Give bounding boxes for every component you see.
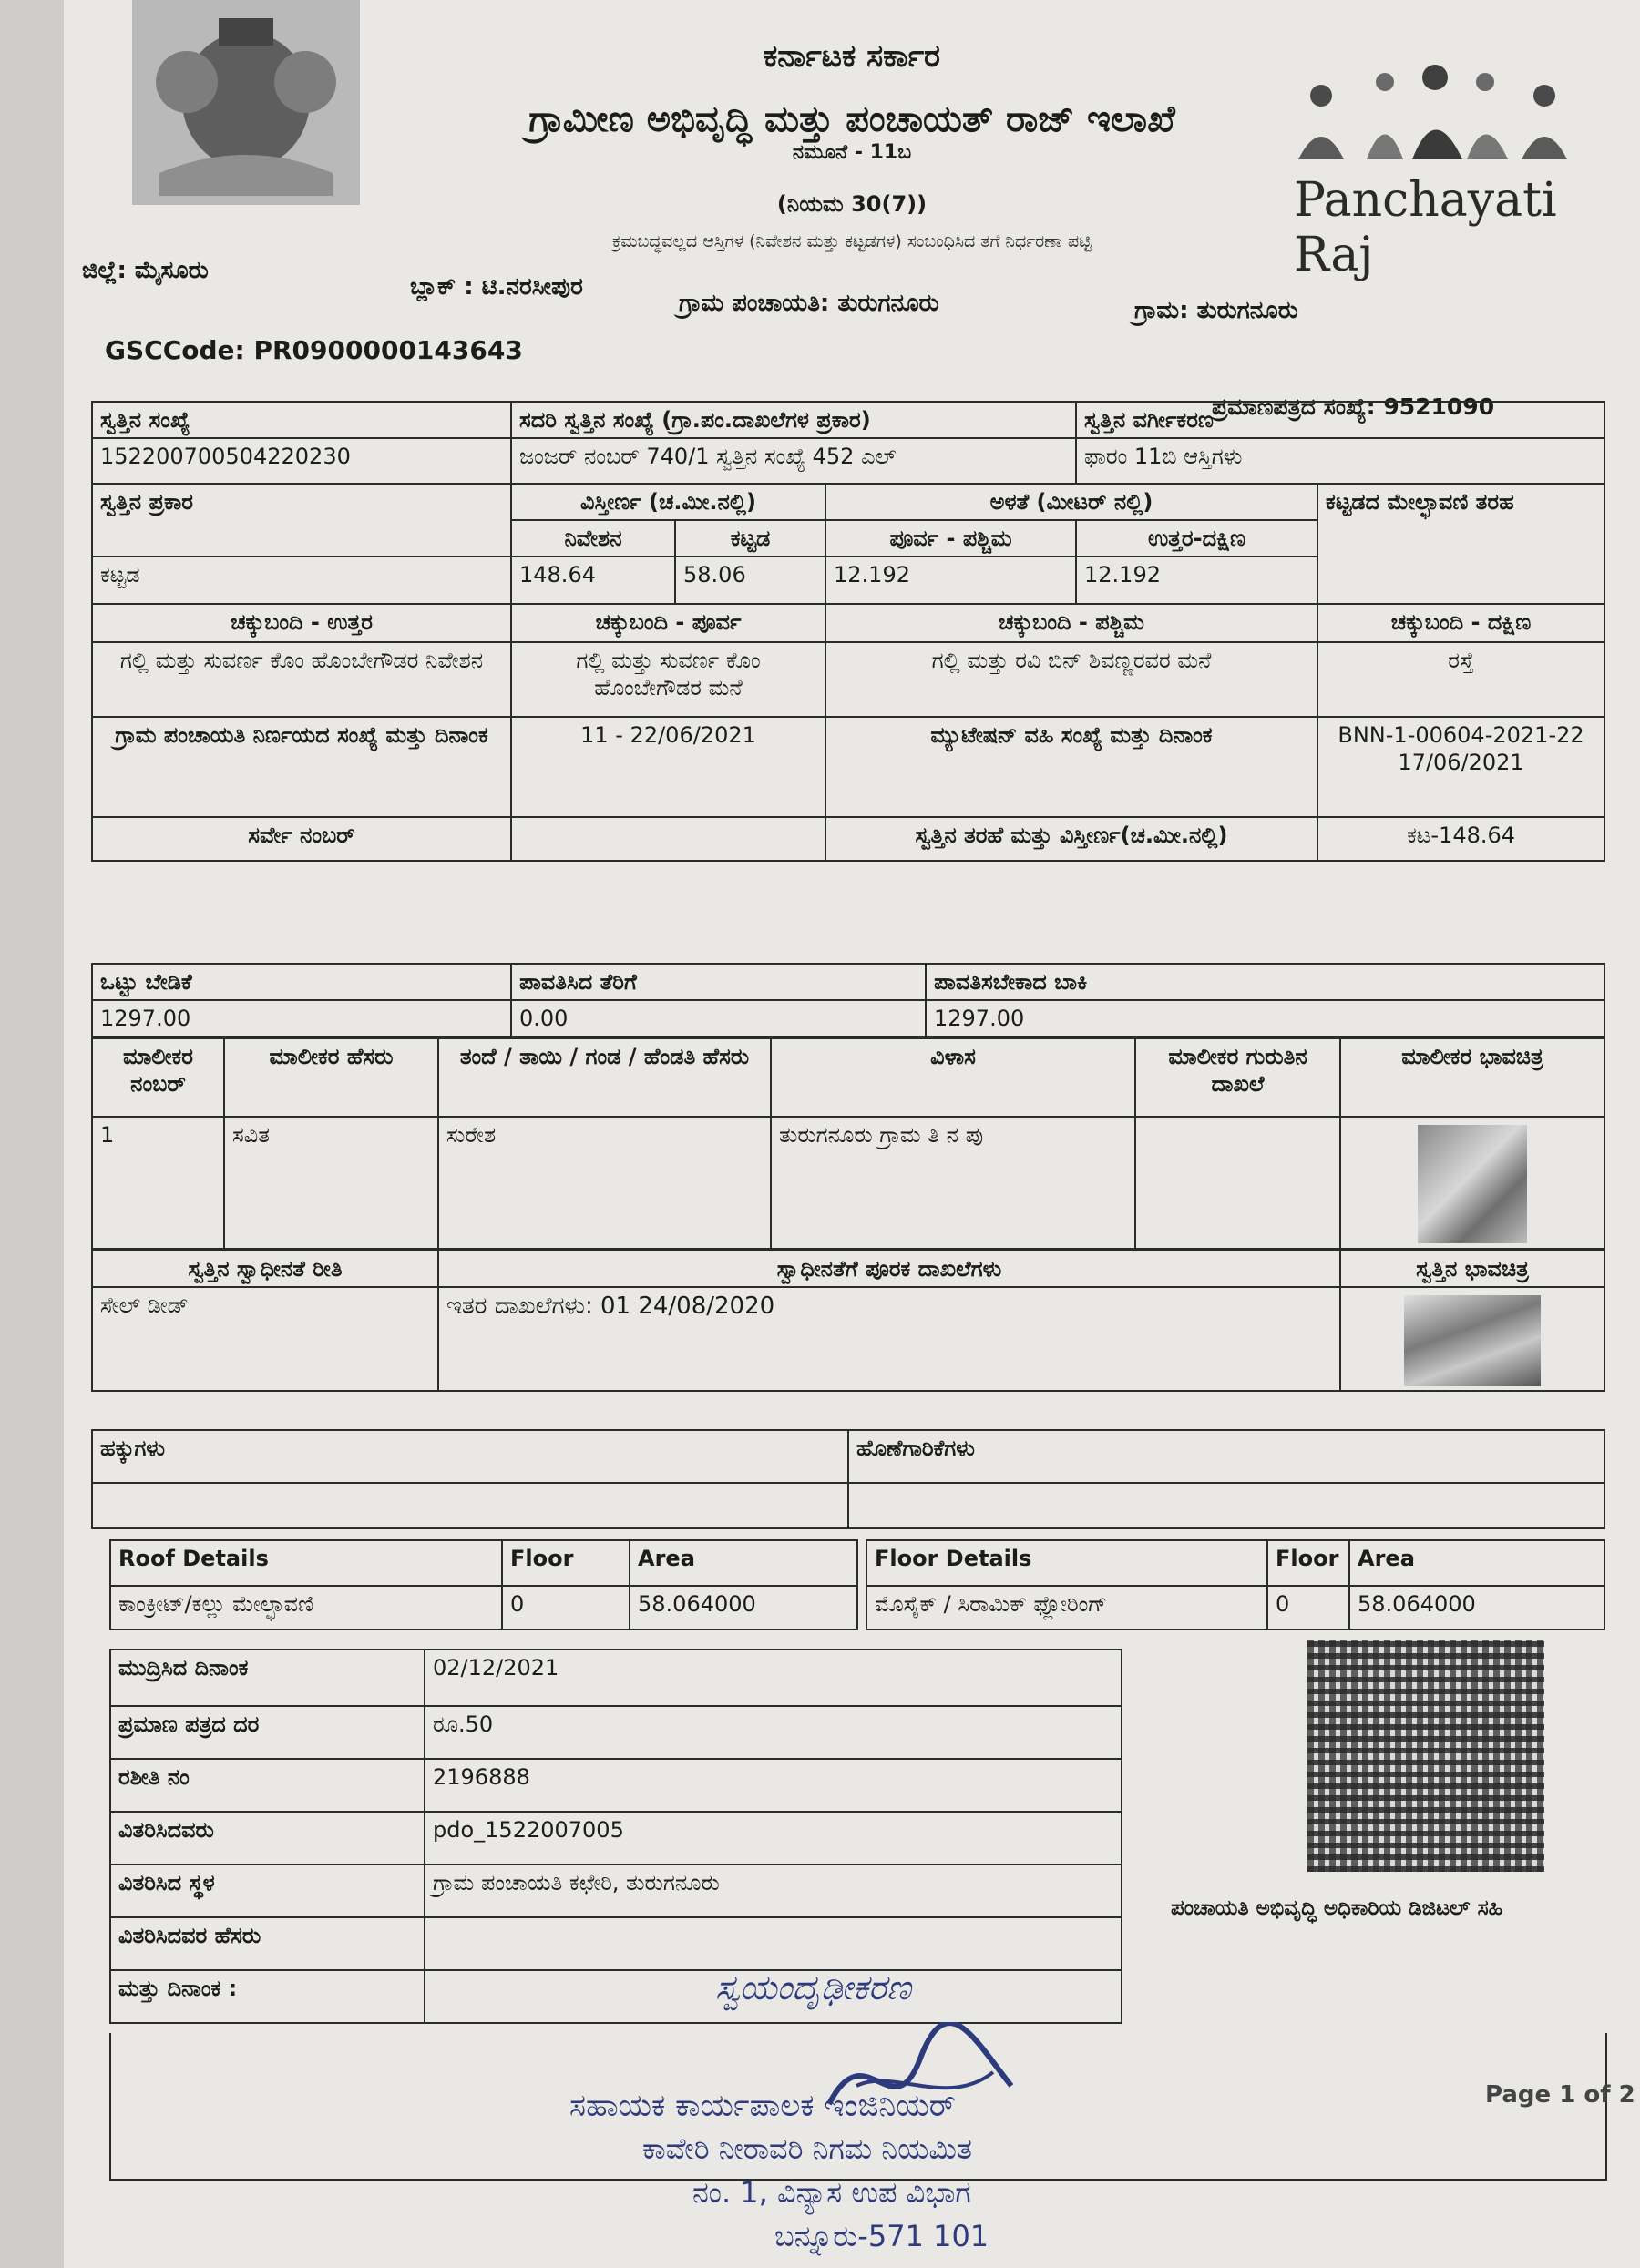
seal-place: ಬನ್ನೂರು-571 101 <box>774 2219 989 2253</box>
issuer-name-label: ವಿತರಿಸಿದವರ ಹೆಸರು <box>110 1917 425 1970</box>
dimension-label: ಅಳತೆ (ಮೀಟರ್ ನಲ್ಲಿ) <box>825 484 1317 520</box>
seal-designation: ಸಹಾಯಕ ಕಾರ್ಯಪಾಲಕ ಇಂಜಿನಿಯರ್ <box>569 2088 956 2124</box>
qr-code-icon <box>1307 1640 1544 1872</box>
owner-number-header: ಮಾಲೀಕರ ನಂಬರ್ <box>92 1038 224 1117</box>
property-photo-label: ಸ್ವತ್ತಿನ ಭಾವಚಿತ್ರ <box>1340 1251 1604 1287</box>
roof-type-label: ಕಟ್ಟಡದ ಮೇಲ್ಛಾವಣಿ ತರಹ <box>1317 484 1604 604</box>
total-demand-value: 1297.00 <box>92 1000 511 1037</box>
south-boundary-label: ಚಕ್ಕುಬಂದಿ - ದಕ್ಷಿಣ <box>1317 604 1604 642</box>
issuer-value: pdo_1522007005 <box>425 1812 1122 1864</box>
survey-number-label: ಸರ್ವೇ ನಂಬರ್ <box>92 817 511 861</box>
east-west-label: ಪೂರ್ವ - ಪಶ್ಚಿಮ <box>825 520 1076 557</box>
south-boundary-value: ರಸ್ತೆ <box>1317 642 1604 717</box>
roof-floor-header: Floor <box>502 1540 630 1586</box>
floor-floor: 0 <box>1267 1586 1349 1629</box>
header-department: ಗ್ರಾಮೀಣ ಅಭಿವೃದ್ಧಿ ಮತ್ತು ಪಂಚಾಯತ್ ರಾಜ್ ಇಲಾಖೆ <box>528 98 1175 140</box>
panchayati-raj-logo-text: Panchayati Raj <box>1294 173 1557 282</box>
ownership-mode-label: ಸ್ವತ್ತಿನ ಸ್ವಾಧೀನತೆ ರೀತಿ <box>92 1251 438 1287</box>
north-south-label: ಉತ್ತರ-ದಕ್ಷಿಣ <box>1076 520 1317 557</box>
tax-table <box>91 963 1605 1037</box>
property-id-value: 152200700504220230 <box>92 438 511 484</box>
record-number-label: ಸದರಿ ಸ್ವತ್ತಿನ ಸಂಖ್ಯೆ (ಗ್ರಾ.ಪಂ.ದಾಖಲೆಗಳ ಪ್ರಕಾರ) <box>511 402 1076 438</box>
property-photo <box>1404 1295 1541 1386</box>
owner-address: ತುರುಗನೂರು ಗ್ರಾಮ ತಿ ನ ಪು <box>771 1117 1135 1249</box>
owner-relation-header: ತಂದೆ / ತಾಯಿ / ಗಂಡ / ಹೆಂಡತಿ ಹೆಸರು <box>438 1038 771 1117</box>
block: ಬ್ಲಾಕ್ : ಟಿ.ನರಸೀಪುರ <box>410 273 583 301</box>
issue-place-value: ಗ್ರಾಮ ಪಂಚಾಯತಿ ಕಛೇರಿ, ತುರುಗನೂರು <box>425 1864 1122 1917</box>
print-date-label: ಮುದ್ರಿಸಿದ ದಿನಾಂಕ <box>110 1650 425 1706</box>
property-type-label: ಸ್ವತ್ತಿನ ಪ್ರಕಾರ <box>92 484 511 557</box>
roof-area-header: Area <box>630 1540 857 1586</box>
table-row <box>92 1117 1604 1249</box>
owners-table <box>91 1037 1605 1250</box>
survey-number-value <box>511 817 825 861</box>
roof-floor: 0 <box>502 1586 630 1629</box>
total-demand-label: ಒಟ್ಟು ಬೇಡಿಕೆ <box>92 964 511 1000</box>
property-nature-value: ಕಟ-148.64 <box>1317 817 1604 861</box>
mutation-value: BNN-1-00604-2021-22 17/06/2021 <box>1317 717 1604 817</box>
owner-number: 1 <box>92 1117 224 1249</box>
digital-signature-caption: ಪಂಚಾಯತಿ ಅಭಿವೃದ್ಧಿ ಅಧಿಕಾರಿಯ ಡಿಜಿಟಲ್ ಸಹಿ <box>1171 1896 1503 1920</box>
property-photo-cell <box>1340 1287 1604 1391</box>
west-boundary-label: ಚಕ್ಕುಬಂದಿ - ಪಶ್ಚಿಮ <box>825 604 1317 642</box>
balance-label: ಪಾವತಿಸಬೇಕಾದ ಬಾಕಿ <box>926 964 1604 1000</box>
gram-panchayat: ಗ್ರಾಮ ಪಂಚಾಯತಿ: ತುರುಗನೂರು <box>679 290 939 317</box>
owner-address-header: ವಿಳಾಸ <box>771 1038 1135 1117</box>
floor-floor-header: Floor <box>1267 1540 1349 1586</box>
record-number-value: ಜಂಜರ್ ನಂಬರ್ 740/1 ಸ್ವತ್ತಿನ ಸಂಖ್ಯೆ 452 ಎಲ್ <box>511 438 1076 484</box>
rights-table <box>91 1429 1605 1529</box>
east-boundary-label: ಚಕ್ಕುಬಂದಿ - ಪೂರ್ವ <box>511 604 825 642</box>
attested-stamp: ಸ್ವಯಂದೃಢೀಕರಣ <box>715 1967 911 2007</box>
district: ಜಿಲ್ಲೆ: ಮೈಸೂರು <box>82 257 209 284</box>
east-boundary-value: ಗಲ್ಲಿ ಮತ್ತು ಸುವರ್ಣ ಕೊಂ ಹೊಂಬೇಗೌಡರ ಮನೆ <box>511 642 825 717</box>
owner-name-header: ಮಾಲೀಕರ ಹೆಸರು <box>224 1038 438 1117</box>
east-west-value: 12.192 <box>825 557 1076 604</box>
site-label: ನಿವೇಶನ <box>511 520 675 557</box>
issuer-name-value <box>425 1917 1122 1970</box>
roof-area: 58.064000 <box>630 1586 857 1629</box>
balance-value: 1297.00 <box>926 1000 1604 1037</box>
ownership-docs-label: ಸ್ವಾಧೀನತೆಗೆ ಪೂರಕ ದಾಖಲೆಗಳು <box>438 1251 1340 1287</box>
ownership-docs-value: ಇತರ ದಾಖಲೆಗಳು: 01 24/08/2020 <box>438 1287 1340 1391</box>
floor-type: ಮೊಸೈಕ್ / ಸಿರಾಮಿಕ್ ಫ್ಲೋರಿಂಗ್ <box>866 1586 1267 1629</box>
issue-place-label: ವಿತರಿಸಿದ ಸ್ಥಳ <box>110 1864 425 1917</box>
tax-paid-label: ಪಾವತಿಸಿದ ತೆರಿಗೆ <box>511 964 926 1000</box>
gsc-code: GSCCode: PR0900000143643 <box>105 335 523 365</box>
page-number: Page 1 of 2 <box>1485 2081 1635 2109</box>
fee-value: ರೂ.50 <box>425 1706 1122 1759</box>
owner-photo-cell <box>1340 1117 1604 1249</box>
roof-type: ಕಾಂಕ್ರೀಟ್/ಕಲ್ಲು ಮೇಲ್ಛಾವಣಿ <box>110 1586 502 1629</box>
north-boundary-value: ಗಲ್ಲಿ ಮತ್ತು ಸುವರ್ಣ ಕೊಂ ಹೊಂಬೇಗೌಡರ ನಿವೇಶನ <box>92 642 511 717</box>
issuer-label: ವಿತರಿಸಿದವರು <box>110 1812 425 1864</box>
owner-id-doc <box>1135 1117 1340 1249</box>
building-area-value: 58.06 <box>675 557 825 604</box>
receipt-value: 2196888 <box>425 1759 1122 1812</box>
header-form-number: ನಮೂನೆ - 11ಬ <box>792 141 912 164</box>
floor-area: 58.064000 <box>1349 1586 1604 1629</box>
header-subtitle: ಕ್ರಮಬದ್ಧವಲ್ಲದ ಆಸ್ತಿಗಳ (ನಿವೇಶನ ಮತ್ತು ಕಟ್ಟಡಗಳ) ಸಂಬಂಧಿಸಿದ ತಗೆ ನಿರ್ಧರಣಾ ಪಟ್ಟಿ <box>612 231 1092 251</box>
gp-resolution-value: 11 - 22/06/2021 <box>511 717 825 817</box>
north-boundary-label: ಚಕ್ಕುಬಂದಿ - ಉತ್ತರ <box>92 604 511 642</box>
site-area-value: 148.64 <box>511 557 675 604</box>
area-label: ವಿಸ್ತೀರ್ಣ (ಚ.ಮೀ.ನಲ್ಲಿ) <box>511 484 825 520</box>
west-boundary-value: ಗಲ್ಲಿ ಮತ್ತು ರವಿ ಬಿನ್ ಶಿವಣ್ಣರವರ ಮನೆ <box>825 642 1317 717</box>
receipt-label: ರಶೀತಿ ನಂ <box>110 1759 425 1812</box>
liabilities-value <box>848 1483 1604 1528</box>
gp-resolution-label: ಗ್ರಾಮ ಪಂಚಾಯತಿ ನಿರ್ಣಯದ ಸಂಖ್ಯೆ ಮತ್ತು ದಿನಾಂಕ <box>92 717 511 817</box>
header-rule: (ನಿಯಮ 30(7)) <box>776 191 928 217</box>
village: ಗ್ರಾಮ: ತುರುಗನೂರು <box>1134 297 1298 324</box>
owner-name: ಸವಿತ <box>224 1117 438 1249</box>
owner-photo-header: ಮಾಲೀಕರ ಭಾವಚಿತ್ರ <box>1340 1038 1604 1117</box>
tax-paid-value: 0.00 <box>511 1000 926 1037</box>
seal-division: ನಂ. 1, ವಿನ್ಯಾಸ ಉಪ ವಿಭಾಗ <box>692 2175 971 2210</box>
owner-relation: ಸುರೇಶ <box>438 1117 771 1249</box>
liabilities-label: ಹೊಣೆಗಾರಿಕೆಗಳು <box>848 1430 1604 1483</box>
certificate-number: ಪ್ರಮಾಣಪತ್ರದ ಸಂಖ್ಯೆ: 9521090 <box>1212 393 1495 420</box>
classification-value: ಫಾರಂ 11ಬಿ ಆಸ್ತಿಗಳು <box>1076 438 1604 484</box>
header-line-1: ಕರ್ನಾಟಕ ಸರ್ಕಾರ <box>763 38 941 75</box>
seal-organisation: ಕಾವೇರಿ ನೀರಾವರಿ ನಿಗಮ ನಿಯಮಿತ <box>642 2131 972 2166</box>
north-south-value: 12.192 <box>1076 557 1317 604</box>
date-label: ಮತ್ತು ದಿನಾಂಕ : <box>110 1970 425 2023</box>
owner-id-header: ಮಾಲೀಕರ ಗುರುತಿನ ದಾಖಲೆ <box>1135 1038 1340 1117</box>
property-type-value: ಕಟ್ಟಡ <box>92 557 511 604</box>
ownership-table <box>91 1250 1605 1392</box>
property-table <box>91 401 1605 862</box>
issue-table <box>109 1649 1122 2024</box>
roof-details-title: Roof Details <box>110 1540 502 1586</box>
floor-details-title: Floor Details <box>866 1540 1267 1586</box>
rights-label: ಹಕ್ಕುಗಳು <box>92 1430 848 1483</box>
property-nature-label: ಸ್ವತ್ತಿನ ತರಹೆ ಮತ್ತು ವಿಸ್ತೀರ್ಣ(ಚ.ಮೀ.ನಲ್ಲಿ) <box>825 817 1317 861</box>
building-label: ಕಟ್ಟಡ <box>675 520 825 557</box>
owner-photo <box>1418 1125 1527 1243</box>
roof-details-table <box>109 1539 858 1630</box>
property-id-label: ಸ್ವತ್ತಿನ ಸಂಖ್ಯೆ <box>92 402 511 438</box>
karnataka-emblem-icon <box>132 0 360 205</box>
mutation-label: ಮ್ಯುಟೇಷನ್ ವಹಿ ಸಂಖ್ಯೆ ಮತ್ತು ದಿನಾಂಕ <box>825 717 1317 817</box>
print-date-value: 02/12/2021 <box>425 1650 1122 1706</box>
ownership-mode-value: ಸೇಲ್ ಡೀಡ್ <box>92 1287 438 1391</box>
fee-label: ಪ್ರಮಾಣ ಪತ್ರದ ದರ <box>110 1706 425 1759</box>
document-sheet <box>64 0 1640 2268</box>
floor-details-table <box>866 1539 1605 1630</box>
rights-value <box>92 1483 848 1528</box>
floor-area-header: Area <box>1349 1540 1604 1586</box>
classification-label: ಸ್ವತ್ತಿನ ವರ್ಗೀಕರಣ <box>1076 402 1604 438</box>
